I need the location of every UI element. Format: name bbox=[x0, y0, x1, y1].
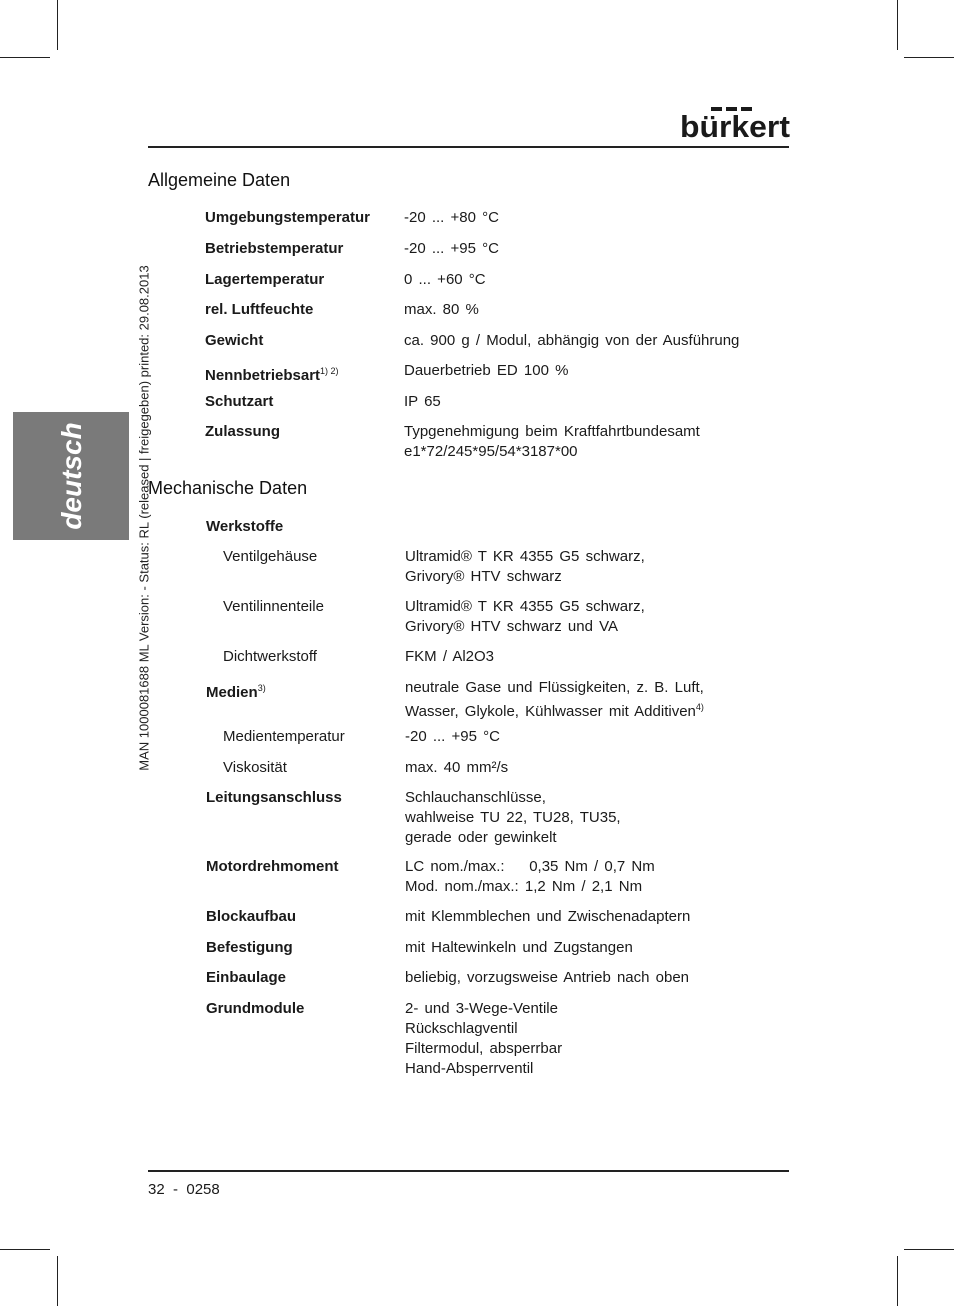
spec-value-continued bbox=[405, 697, 704, 722]
spec-value: mit Haltewinkeln und Zugstangen bbox=[405, 939, 633, 956]
footnote-ref: 3) bbox=[257, 683, 266, 693]
document-status: MAN 1000081688 ML Version: - Status: RL (released | freigegeben) printed: 29.08.2013 bbox=[136, 265, 152, 771]
spec-label: Leitungsanschluss bbox=[206, 789, 342, 806]
crop-mark bbox=[57, 1256, 58, 1306]
spec-value: Wasser, Glykole, Kühlwasser mit Additiven bbox=[405, 703, 696, 720]
spec-sublabel: Medientemperatur bbox=[223, 728, 345, 745]
section-title-general: Allgemeine Daten bbox=[148, 170, 291, 190]
spec-label: Zulassung bbox=[205, 423, 281, 440]
spec-value: neutrale Gase und Flüssigkeiten, z. B. Luft, bbox=[405, 679, 704, 696]
header-rule bbox=[148, 146, 789, 148]
spec-value: Schlauchanschlüsse, wahlweise TU 22, TU28, TU35, gerade oder gewinkelt bbox=[405, 789, 621, 846]
svg-text:bürkert: bürkert bbox=[680, 109, 790, 140]
spec-label: rel. Luftfeuchte bbox=[205, 301, 314, 318]
spec-label: Grundmodule bbox=[206, 1000, 305, 1017]
crop-mark bbox=[0, 57, 50, 58]
spec-value: beliebig, vorzugsweise Antrieb nach oben bbox=[405, 969, 690, 986]
spec-value: -20 ... +95 °C bbox=[405, 728, 500, 745]
crop-mark bbox=[904, 57, 954, 58]
spec-label-with-footnote bbox=[205, 361, 339, 386]
spec-sublabel: Ventilinnenteile bbox=[223, 598, 324, 615]
spec-label: Einbaulage bbox=[206, 969, 287, 986]
crop-mark bbox=[897, 1256, 898, 1306]
spec-value: 2- und 3-Wege-Ventile Rückschlagventil Filtermodul, absperrbar Hand-Absperrventil bbox=[405, 1000, 563, 1077]
spec-sublabel: Dichtwerkstoff bbox=[223, 648, 317, 665]
spec-value: Dauerbetrieb ED 100 % bbox=[404, 362, 569, 379]
spec-value: max. 40 mm²/s bbox=[405, 759, 509, 776]
spec-label: Gewicht bbox=[205, 332, 264, 349]
spec-value: FKM / Al2O3 bbox=[405, 648, 495, 665]
spec-value: -20 ... +95 °C bbox=[404, 240, 499, 257]
spec-sublabel: Ventilgehäuse bbox=[223, 548, 318, 565]
spec-value: LC nom./max.: 0,35 Nm / 0,7 Nm Mod. nom./max.: 1,2 Nm / 2,1 Nm bbox=[405, 858, 655, 895]
spec-label: Umgebungstemperatur bbox=[205, 209, 371, 226]
footnote-ref: 1) 2) bbox=[320, 366, 339, 376]
footer-rule bbox=[148, 1170, 789, 1172]
spec-label: Lagertemperatur bbox=[205, 271, 325, 288]
burkert-logo bbox=[680, 106, 790, 140]
spec-label: Betriebstemperatur bbox=[205, 240, 344, 257]
language-tab-label: deutsch bbox=[56, 422, 87, 530]
crop-mark bbox=[57, 0, 58, 50]
spec-value: -20 ... +80 °C bbox=[404, 209, 499, 226]
spec-value: ca. 900 g / Modul, abhängig von der Ausführung bbox=[404, 332, 740, 349]
crop-mark bbox=[0, 1249, 50, 1250]
crop-mark bbox=[897, 0, 898, 50]
spec-group-label: Werkstoffe bbox=[206, 518, 284, 535]
spec-label: Nennbetriebsart bbox=[205, 367, 321, 384]
spec-value: max. 80 % bbox=[404, 301, 479, 318]
spec-label: Befestigung bbox=[206, 939, 293, 956]
spec-sublabel: Viskosität bbox=[223, 759, 287, 776]
spec-value: IP 65 bbox=[404, 393, 441, 410]
spec-value: Ultramid® T KR 4355 G5 schwarz, Grivory® HTV schwarz bbox=[405, 548, 645, 585]
spec-label: Motordrehmoment bbox=[206, 858, 339, 875]
section-title-mechanical: Mechanische Daten bbox=[148, 478, 308, 498]
spec-value: mit Klemmblechen und Zwischenadaptern bbox=[405, 908, 691, 925]
page-number: 32 - 0258 bbox=[148, 1181, 220, 1198]
crop-mark bbox=[904, 1249, 954, 1250]
spec-label: Medien bbox=[206, 684, 258, 701]
footnote-ref: 4) bbox=[695, 702, 704, 712]
spec-label-with-footnote bbox=[206, 678, 266, 703]
spec-value: Typgenehmigung beim Kraftfahrtbundesamt e1*72/245*95/54*3187*00 bbox=[404, 423, 700, 460]
spec-value: 0 ... +60 °C bbox=[404, 271, 486, 288]
spec-label: Blockaufbau bbox=[206, 908, 297, 925]
spec-value: Ultramid® T KR 4355 G5 schwarz, Grivory® HTV schwarz und VA bbox=[405, 598, 645, 635]
spec-label: Schutzart bbox=[205, 393, 274, 410]
